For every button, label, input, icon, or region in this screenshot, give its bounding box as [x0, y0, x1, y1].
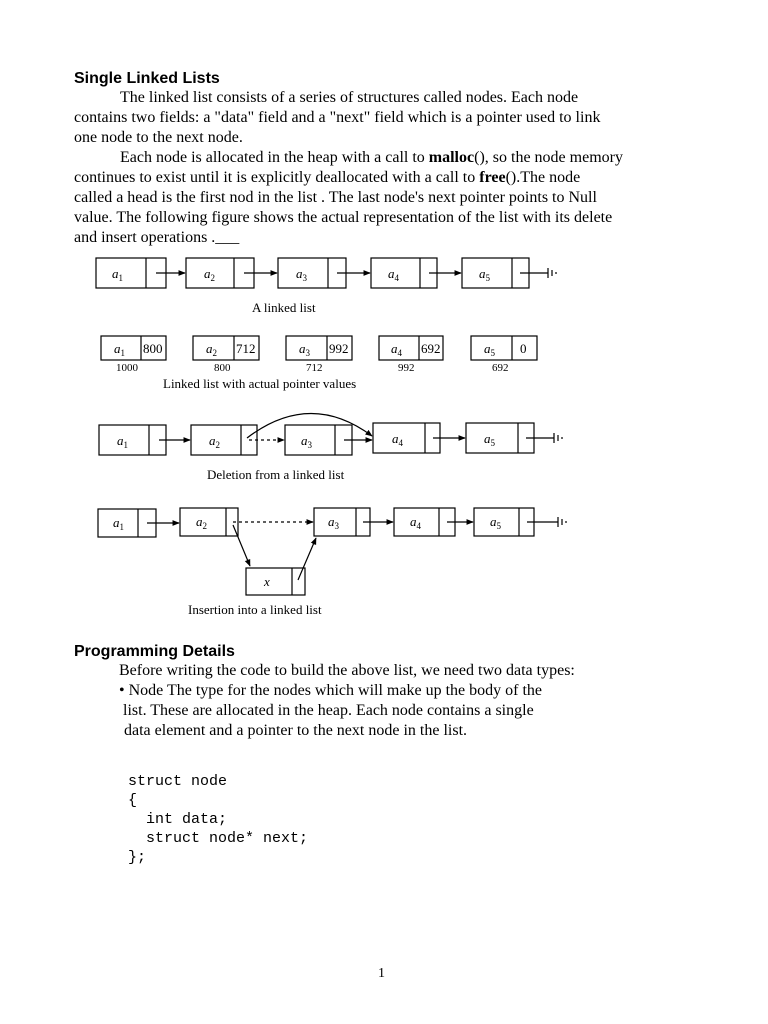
node-box	[180, 508, 238, 536]
node-box	[373, 423, 440, 453]
node-address: 712	[306, 362, 323, 374]
code-line: struct node* next;	[128, 830, 309, 847]
node-box	[191, 425, 257, 455]
figure-caption: A linked list	[252, 300, 316, 315]
inserted-node-label: x	[264, 574, 270, 589]
pointer-value: 992	[329, 341, 349, 356]
text-line: • Node The type for the nodes which will make up the body of the	[119, 682, 542, 699]
pointer-values-labels	[114, 341, 527, 374]
node-box	[314, 508, 370, 536]
node-label: $a_5$	[484, 431, 495, 448]
node-address: 692	[492, 362, 509, 374]
text-run: Each node is allocated in the heap with a call to	[120, 149, 429, 166]
code-line: {	[128, 792, 138, 809]
node-label: $a_3$	[301, 433, 312, 450]
null-ground-symbol	[527, 517, 566, 527]
node-address: 800	[214, 362, 231, 374]
node-label: $a_4$	[388, 266, 399, 283]
node-label: $a_3$	[328, 514, 339, 531]
text-line: called a head is the first nod in the list . The last node's next pointer points to Null	[74, 189, 597, 206]
section-heading-programming-details: Programming Details	[74, 643, 235, 660]
code-term-malloc: malloc	[428, 149, 475, 166]
text-run: continues to exist until it is explicitly deallocated with a call to	[74, 169, 480, 186]
null-ground-symbol	[526, 433, 562, 443]
text-line: list. These are allocated in the heap. Each node contains a single	[123, 702, 534, 719]
new-pointer-arrow	[298, 538, 316, 580]
node-label: $a_2$	[196, 514, 207, 531]
code-line: struct node	[128, 773, 228, 790]
text-line: and insert operations .___	[74, 229, 240, 246]
code-term-free: free	[479, 169, 506, 186]
node-box	[285, 425, 352, 455]
null-ground-symbol	[520, 268, 556, 278]
node-label: $a_5$	[490, 514, 501, 531]
node-label: $a_3$	[296, 266, 307, 283]
code-block	[128, 772, 308, 867]
node-box	[394, 508, 455, 536]
pointer-value: 0	[520, 341, 527, 356]
deletion-diagram	[99, 413, 562, 455]
node-label: $a_5$	[484, 341, 495, 358]
text-line: contains two fields: a "data" field and a "next" field which is a pointer used to link	[74, 109, 601, 126]
node-label: $a_2$	[209, 433, 220, 450]
section-heading-single-linked-lists: Single Linked Lists	[74, 70, 220, 87]
text-run: ().The node	[505, 169, 581, 186]
node-address: 1000	[116, 362, 138, 374]
bypass-pointer-arc	[247, 413, 372, 438]
pointer-value: 692	[421, 341, 441, 356]
new-pointer-arrow	[233, 525, 250, 566]
node-label: $a_3$	[299, 341, 310, 358]
node-box	[278, 258, 346, 288]
pointer-value: 800	[143, 341, 163, 356]
node-box	[466, 423, 534, 453]
pointer-value: 712	[236, 341, 256, 356]
node-box	[371, 258, 437, 288]
text-line: value. The following figure shows the actual representation of the list with its delete	[74, 209, 613, 226]
text-line: Before writing the code to build the above list, we need two data types:	[119, 662, 575, 679]
inserted-node-box	[246, 568, 305, 595]
figure-caption: Linked list with actual pointer values	[163, 376, 357, 391]
pointer-values-diagram	[101, 336, 537, 360]
figure-caption: Deletion from a linked list	[207, 467, 345, 482]
insertion-labels	[113, 514, 502, 589]
node-label: $a_4$	[391, 341, 402, 358]
text-line: data element and a pointer to the next node in the list.	[124, 722, 468, 739]
node-label: $a_4$	[410, 514, 421, 531]
code-line: int data;	[128, 811, 228, 828]
node-label: $a_1$	[113, 515, 124, 532]
node-label: $a_1$	[117, 433, 128, 450]
node-box	[99, 425, 166, 455]
node-box	[474, 508, 534, 536]
text-line: one node to the next node.	[74, 129, 243, 146]
node-box	[96, 258, 166, 288]
node-label: $a_2$	[204, 266, 215, 283]
figure-caption: Insertion into a linked list	[188, 602, 322, 617]
page-number: 1	[378, 966, 385, 981]
code-line: };	[128, 849, 147, 866]
linked-list-labels	[112, 266, 491, 283]
node-label: $a_4$	[392, 431, 403, 448]
node-label: $a_2$	[206, 341, 217, 358]
node-box	[462, 258, 529, 288]
text-line: The linked list consists of a series of structures called nodes. Each node	[120, 89, 579, 106]
node-label: $a_1$	[114, 341, 125, 358]
text-run: (), so the node memory	[474, 149, 623, 166]
node-box	[471, 336, 537, 360]
node-label: $a_1$	[112, 266, 123, 283]
node-box	[186, 258, 254, 288]
node-label: $a_5$	[479, 266, 490, 283]
programming-paragraph	[119, 661, 759, 741]
node-address: 992	[398, 362, 415, 374]
